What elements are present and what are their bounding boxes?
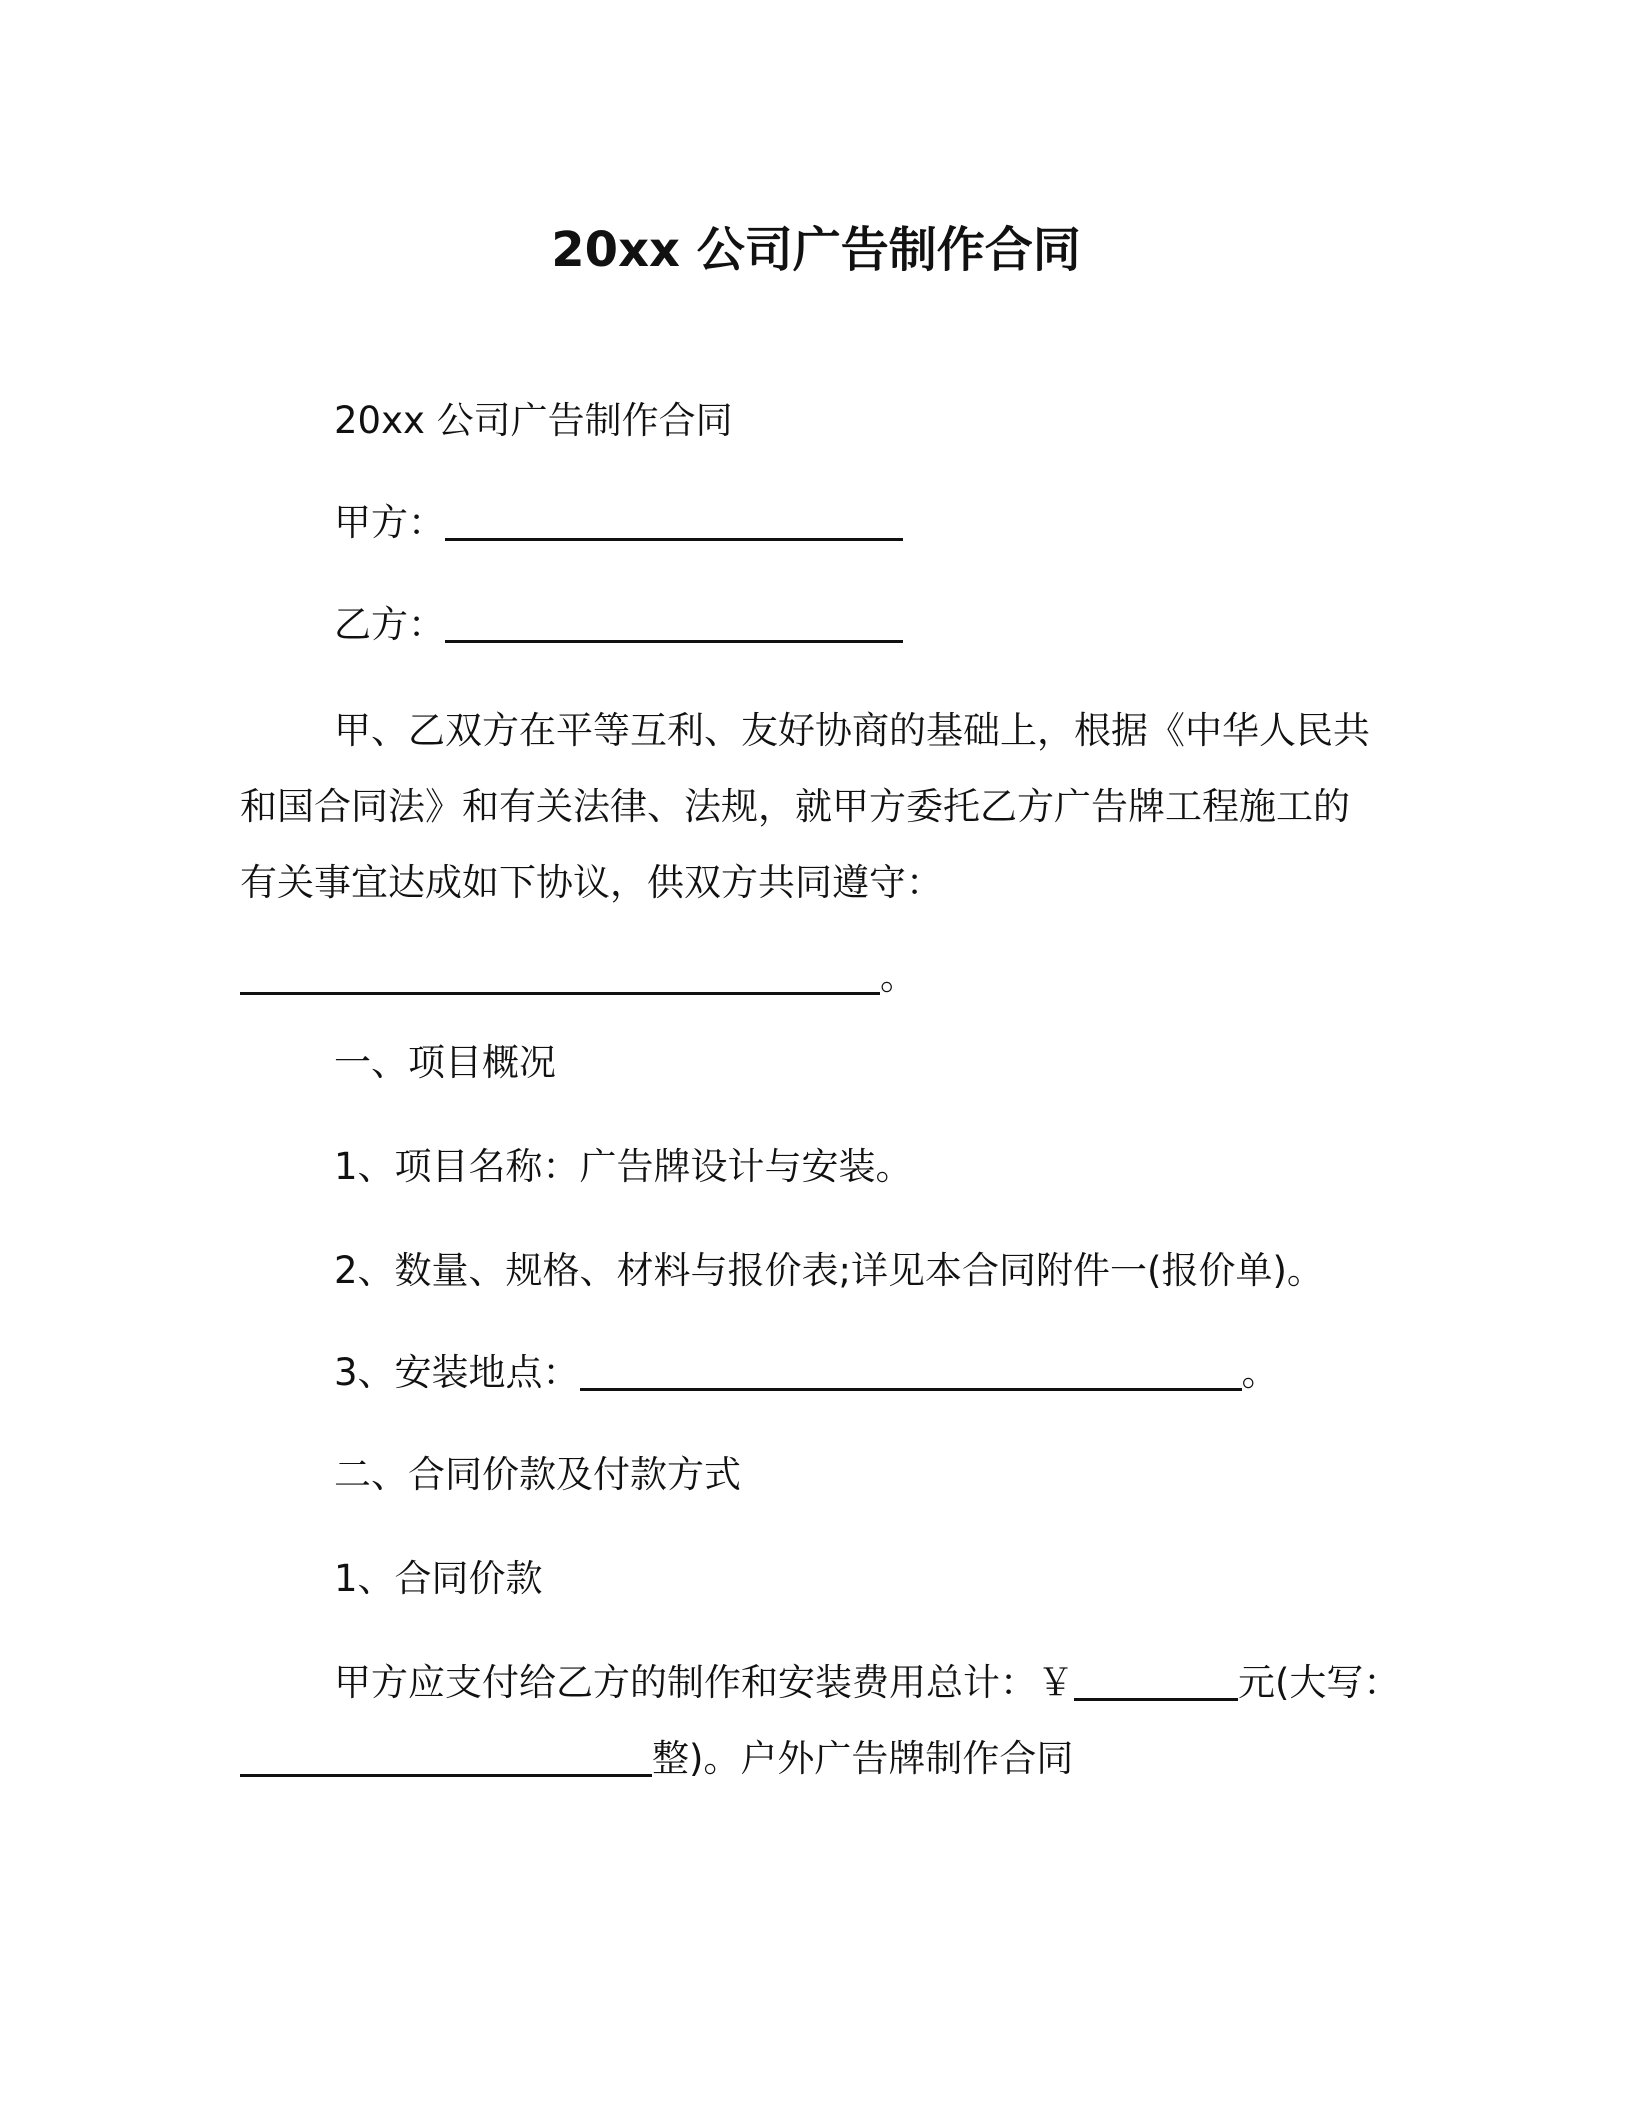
party-b-label: 乙方： (334, 603, 445, 646)
item-3-install-location (334, 1348, 1279, 1398)
intro-blank-line (240, 952, 917, 1002)
party-b-blank (445, 606, 903, 643)
section-2-heading: 二、合同价款及付款方式 (334, 1453, 741, 1496)
document-title: 20xx 公司广告制作合同 (551, 222, 1081, 278)
intro-line-2: 和国合同法》和有关法律、法规，就甲方委托乙方广告牌工程施工的 (240, 785, 1350, 828)
item-3-period: 。 (1241, 1351, 1279, 1394)
party-a-blank (445, 504, 903, 541)
intro-blank-period: 。 (880, 955, 917, 998)
party-a-line (334, 498, 903, 548)
item-3-label: 3、安装地点： (334, 1351, 580, 1394)
price-line-2 (240, 1734, 1073, 1784)
item-1-project-name: 1、项目名称：广告牌设计与安装。 (334, 1145, 913, 1188)
item-2-quantity-spec: 2、数量、规格、材料与报价表;详见本合同附件一(报价单)。 (334, 1249, 1324, 1292)
price-mid: 元(大写： (1238, 1661, 1401, 1704)
intro-line-1: 甲、乙双方在平等互利、友好协商的基础上，根据《中华人民共 (334, 709, 1370, 752)
price-words-blank (240, 1740, 652, 1777)
party-a-label: 甲方： (334, 501, 445, 544)
party-b-line (334, 600, 903, 650)
price-amount-blank (1074, 1664, 1238, 1701)
intro-line-3: 有关事宜达成如下协议，供双方共同遵守： (240, 861, 943, 904)
price-line-2-suffix: 整)。户外广告牌制作合同 (652, 1737, 1074, 1780)
intro-blank (240, 958, 880, 995)
contract-subtitle: 20xx 公司广告制作合同 (334, 399, 733, 442)
section-1-heading: 一、项目概况 (334, 1041, 556, 1084)
install-location-blank (580, 1354, 1242, 1391)
price-prefix: 甲方应支付给乙方的制作和安装费用总计：￥ (334, 1661, 1074, 1704)
price-line-1 (334, 1658, 1400, 1708)
sub-1-heading: 1、合同价款 (334, 1557, 543, 1600)
